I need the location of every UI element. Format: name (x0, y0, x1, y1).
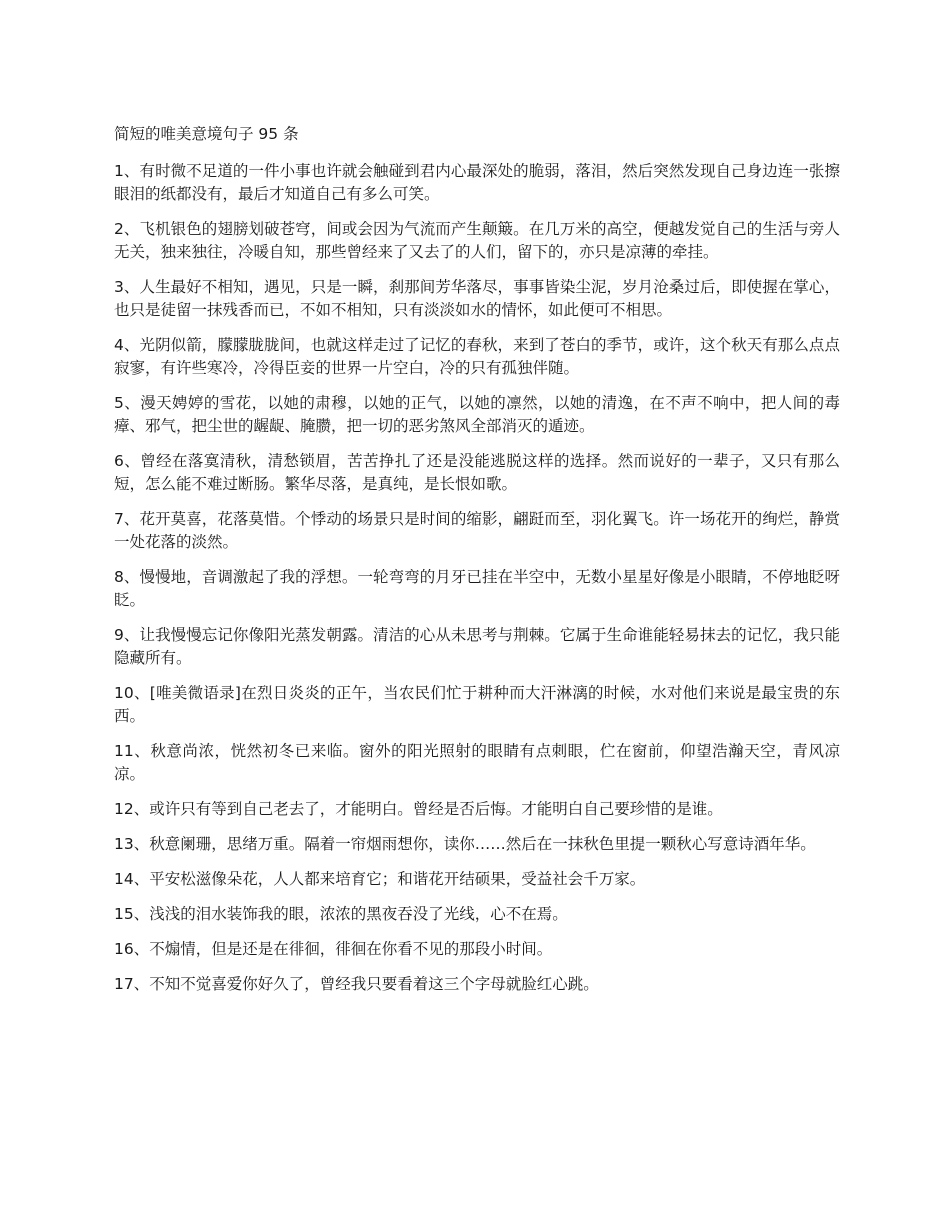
paragraph-1: 1、有时微不足道的一件小事也许就会触碰到君内心最深处的脆弱，落泪，然后突然发现自己身边连一张擦眼泪的纸都没有，最后才知道自己有多么可笑。 (114, 162, 840, 203)
document-body (114, 122, 840, 1008)
paragraph-17: 17、不知不觉喜爱你好久了，曾经我只要看着这三个字母就脸红心跳。 (114, 975, 599, 993)
paragraph-15: 15、浅浅的泪水装饰我的眼，浓浓的黑夜吞没了光线，心不在焉。 (114, 905, 568, 923)
paragraph-14: 14、平安松滋像朵花，人人都来培育它；和谐花开结硕果，受益社会千万家。 (114, 870, 646, 888)
paragraph-16: 16、不煽情，但是还是在徘徊，徘徊在你看不见的那段小时间。 (114, 940, 553, 958)
paragraph-8: 8、慢慢地，音调激起了我的浮想。一轮弯弯的月牙已挂在半空中，无数小星星好像是小眼睛，不停地眨呀眨。 (114, 568, 840, 609)
paragraph-4: 4、光阴似箭，朦朦胧胧间，也就这样走过了记忆的春秋，来到了苍白的季节，或许，这个秋天有那么点点寂寥，有许些寒冷，冷得臣妾的世界一片空白，冷的只有孤独伴随。 (114, 336, 840, 377)
paragraph-7: 7、花开莫喜，花落莫惜。个悸动的场景只是时间的缩影，翩跹而至，羽化翼飞。许一场花开的绚烂，静赏一处花落的淡然。 (114, 510, 840, 551)
paragraph-12: 12、或许只有等到自己老去了，才能明白。曾经是否后悔。才能明白自己要珍惜的是谁。 (114, 800, 723, 818)
paragraph-10: 10、[唯美微语录]在烈日炎炎的正午，当农民们忙于耕种而大汗淋漓的时候，水对他们来说是最宝贵的东西。 (114, 684, 840, 725)
paragraph-13: 13、秋意阑珊，思绪万重。隔着一帘烟雨想你，读你……然后在一抹秋色里提一颗秋心写意诗酒年华。 (114, 835, 816, 853)
paragraph-9: 9、让我慢慢忘记你像阳光蒸发朝露。清洁的心从未思考与荆棘。它属于生命谁能轻易抹去的记忆，我只能隐藏所有。 (114, 626, 840, 667)
paragraph-2: 2、飞机银色的翅膀划破苍穹，间或会因为气流而产生颠簸。在几万米的高空，便越发觉自己的生活与旁人无关，独来独往，冷暖自知，那些曾经来了又去了的人们，留下的，亦只是凉薄的牵挂。 (114, 220, 840, 261)
paragraph-11: 11、秋意尚浓，恍然初冬已来临。窗外的阳光照射的眼睛有点刺眼，伫在窗前，仰望浩瀚天空，青风凉凉。 (114, 742, 840, 783)
paragraph-6: 6、曾经在落寞清秋，清愁锁眉，苦苦挣扎了还是没能逃脱这样的选择。然而说好的一辈子，又只有那么短，怎么能不难过断肠。繁华尽落，是真纯，是长恨如歌。 (114, 452, 840, 493)
document-title: 简短的唯美意境句子 95 条 (114, 125, 299, 143)
paragraph-3: 3、人生最好不相知，遇见，只是一瞬，刹那间芳华落尽，事事皆染尘泥，岁月沧桑过后，即使握在掌心，也只是徒留一抹残香而已，不如不相知，只有淡淡如水的情怀，如此便可不相思。 (114, 278, 840, 319)
paragraph-5: 5、漫天娉婷的雪花，以她的肃穆，以她的正气，以她的凛然，以她的清逸，在不声不响中，把人间的毒瘴、邪气，把尘世的龌龊、腌臜，把一切的恶劣煞风全部消灭的遁迹。 (114, 394, 840, 435)
